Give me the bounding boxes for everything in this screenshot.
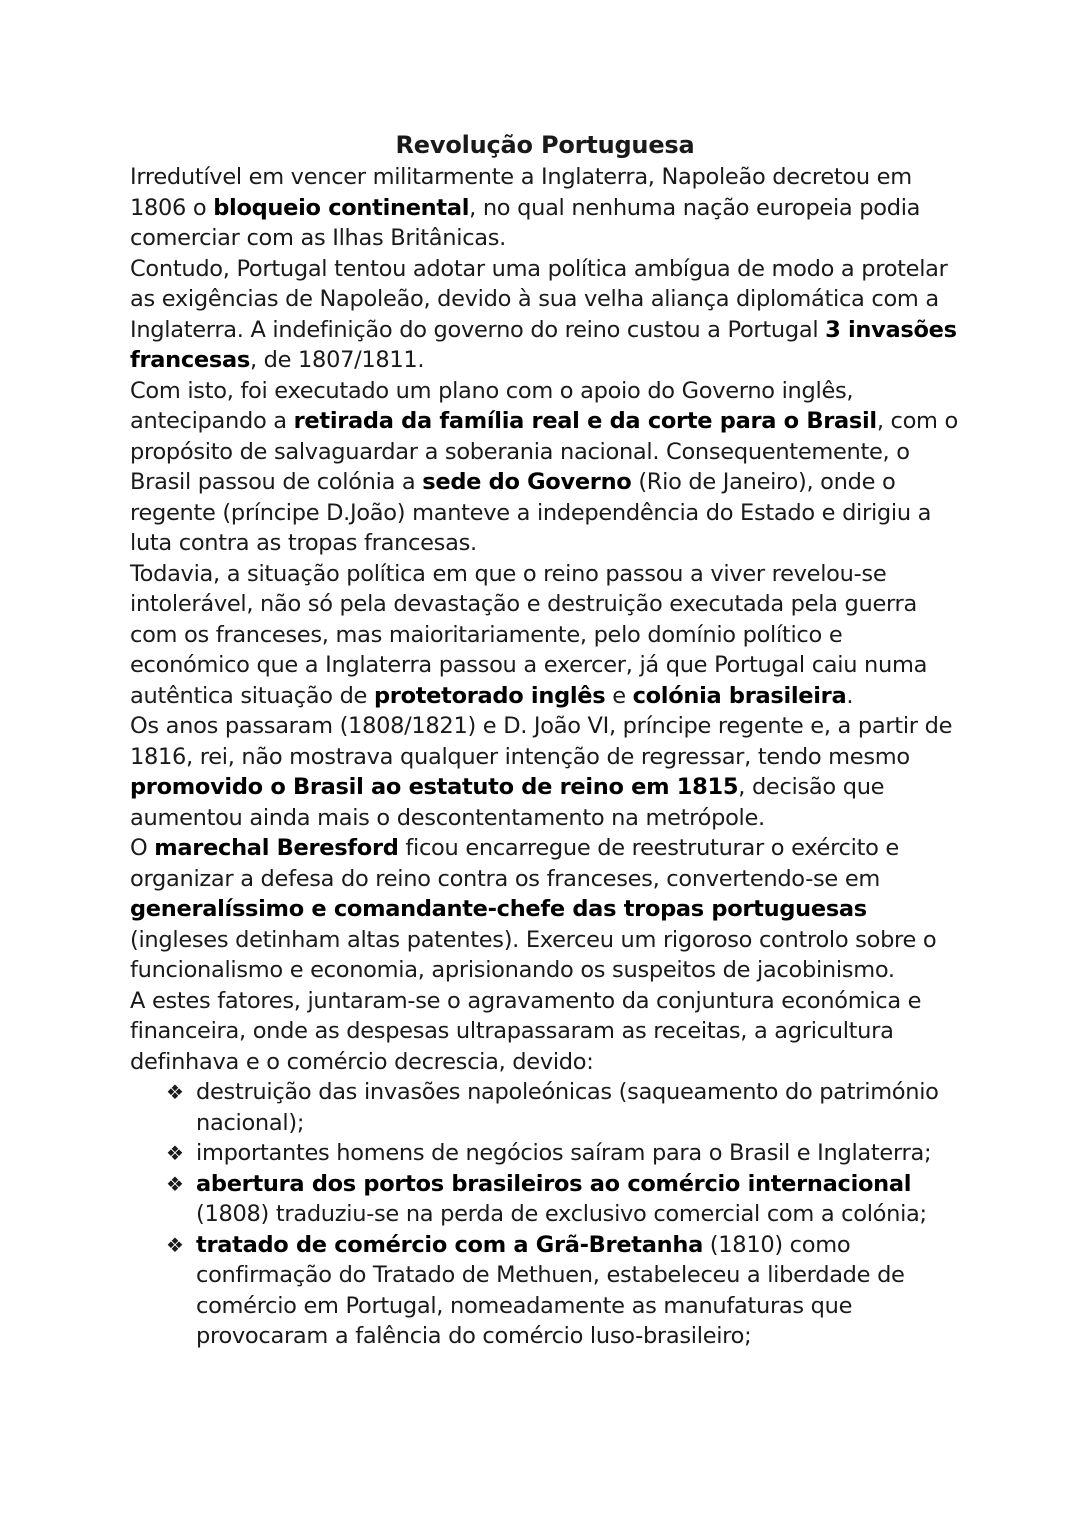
paragraph [130,162,960,254]
text-run: (ingleses detinham altas patentes). Exerceu um rigoroso controlo sobre o funcionalismo e economia, aprisionando os suspeitos de jacobinismo. [130,926,937,983]
text-run: , no qual nenhuma nação europeia podia comerciar com as Ilhas Britânicas. [130,194,921,251]
paragraph [130,711,960,833]
diamond-bullet-icon: ❖ [166,1171,184,1196]
list-item [166,1077,960,1138]
text-run: destruição das invasões napoleónicas (saqueamento do património nacional); [196,1079,939,1136]
text-run: , com o propósito de salvaguardar a soberania nacional. Consequentemente, o Brasil passou de colónia a [130,408,958,495]
text-run: Os anos passaram (1808/1821) e D. João VI, príncipe regente e, a partir de 1816, rei, não mostrava qualquer intenção de regressar, tendo mesmo [130,713,953,770]
body-paragraphs [130,162,960,1077]
text-run: (Rio de Janeiro), onde o regente (príncipe D.João) manteve a independência do Estado e dirigiu a luta contra as tropas francesas. [130,469,932,556]
diamond-bullet-icon: ❖ [166,1232,184,1257]
text-run: Irredutível em vencer militarmente a Inglaterra, Napoleão decretou em 1806 o [130,164,912,221]
paragraph [130,376,960,559]
text-run: e [605,682,633,709]
text-run: (1810) como confirmação do Tratado de Methuen, estabeleceu a liberdade de comércio em Portugal, nomeadamente as manufaturas que provocaram a falência do comércio luso-brasileiro; [196,1231,905,1349]
cause-list [130,1077,960,1352]
text-run: , de 1807/1811. [249,347,425,373]
paragraph [130,986,960,1078]
text-run: (1808) traduziu-se na perda de exclusivo comercial com a colónia; [196,1201,927,1227]
bold-text: abertura dos portos brasileiros ao comércio internacional [196,1170,912,1197]
bold-text: colónia brasileira [632,682,847,709]
bold-text: bloqueio continental [213,194,470,221]
diamond-bullet-icon: ❖ [166,1080,184,1104]
bold-text: retirada da família real e da corte para o Brasil [293,408,877,434]
bold-text: marechal Beresford [154,835,399,861]
text-run: , decisão que aumentou ainda mais o descontentamento na metrópole. [130,774,885,831]
paragraph [130,833,960,986]
text-run: Com isto, foi executado um plano com o apoio do Governo inglês, antecipando a [130,377,854,434]
paragraph [130,254,960,376]
text-run: ficou encarregue de reestruturar o exército e organizar a defesa do reino contra os franceses, convertendo-se em [130,835,899,892]
bold-text: protetorado inglês [373,682,606,709]
list-item [166,1169,960,1230]
list-item [166,1230,960,1352]
document-title: Revolução Portuguesa [395,131,695,159]
paragraph [130,559,960,712]
text-run: . [846,682,854,709]
diamond-bullet-icon: ❖ [166,1141,184,1165]
bold-text: generalíssimo e comandante-chefe das tropas portuguesas [130,896,867,922]
text-run: O [130,835,155,861]
text-run: Todavia, a situação política em que o reino passou a viver revelou-se intolerável, não só pela devastação e destruição executada pela guerra com os franceses, mas maioritariamente, pelo domínio político e económico que a Inglaterra passou a exercer, já que Portugal caiu numa autêntica situação de [130,560,928,709]
bold-text: 3 invasões francesas [130,316,957,373]
bold-text: sede do Governo [422,469,632,495]
bold-text: promovido o Brasil ao estatuto de reino em 1815 [130,774,739,800]
text-run: A estes fatores, juntaram-se o agravamento da conjuntura económica e financeira, onde as despesas ultrapassaram as receitas, a agricultura definhava e o comércio decrescia, devido: [130,987,922,1075]
text-run: Contudo, Portugal tentou adotar uma política ambígua de modo a protelar as exigências de Napoleão, devido à sua velha aliança diplomática com a Inglaterra. A indefinição do governo do reino custou a Portugal [130,255,948,343]
bold-text: tratado de comércio com a Grã-Bretanha [196,1231,703,1258]
list-item [166,1138,960,1169]
text-run: importantes homens de negócios saíram para o Brasil e Inglaterra; [196,1140,932,1166]
document-page [130,128,960,1352]
